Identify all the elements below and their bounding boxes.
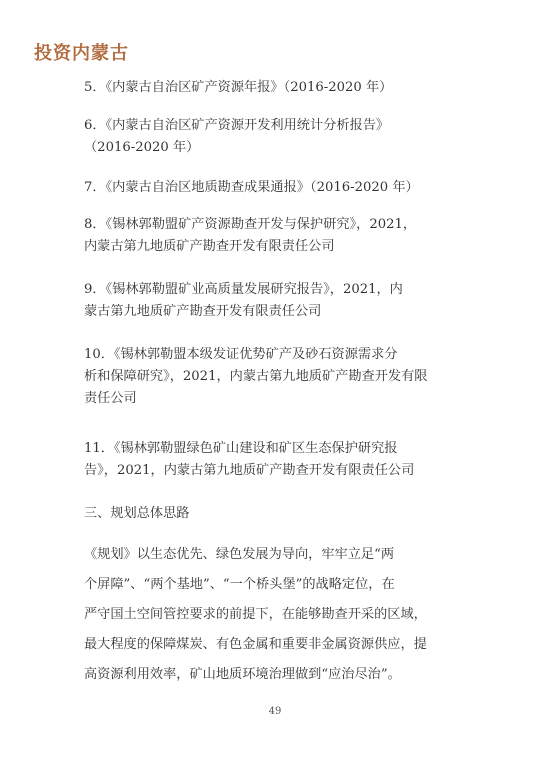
text-line: 内蒙古第九地质矿产勘查开发有限责任公司 [84, 239, 335, 254]
text-line: 8．《锡林郭勒盟矿产资源勘查开发与保护研究》，2021， [84, 217, 417, 232]
text-line: 严守国土空间管控要求的前提下，在能够勘查开采的区域， [84, 607, 427, 622]
text-line: （2016-2020 年） [84, 140, 200, 155]
text-line: 责任公司 [84, 391, 137, 406]
text-line: 10．《锡林郭勒盟本级发证优势矿产及砂石资源需求分 [84, 347, 398, 362]
text-line: 蒙古第九地质矿产勘查开发有限责任公司 [84, 304, 322, 319]
reference-item-5 [84, 77, 469, 99]
text-line: 三、规划总体思路 [84, 506, 190, 521]
text-line: 个屏障”、“两个基地”、“一个桥头堡”的战略定位，在 [84, 577, 395, 592]
reference-item-10 [84, 344, 469, 410]
reference-item-6 [84, 115, 469, 159]
text-line: 最大程度的保障煤炭、有色金属和重要非金属资源供应，提 [84, 637, 427, 652]
body-paragraph [84, 540, 469, 690]
reference-item-8 [84, 214, 469, 258]
text-line: 11．《锡林郭勒盟绿色矿山建设和矿区生态保护研究报 [84, 441, 398, 456]
page-number: 49 [268, 706, 282, 717]
text-line: 6．《内蒙古自治区矿产资源开发利用统计分析报告》 [84, 118, 390, 133]
reference-item-11 [84, 438, 469, 482]
reference-item-7 [84, 177, 469, 199]
page-header-title: 投资内蒙古 [34, 43, 129, 64]
text-line: 告》，2021，内蒙古第九地质矿产勘查开发有限责任公司 [84, 463, 415, 478]
text-line: 高资源利用效率，矿山地质环境治理做到“应治尽治”。 [84, 667, 401, 682]
text-line: 7．《内蒙古自治区地质勘查成果通报》（2016-2020 年） [84, 180, 419, 195]
reference-item-9 [84, 279, 469, 323]
text-line: 9．《锡林郭勒盟矿业高质量发展研究报告》，2021，内 [84, 282, 403, 297]
text-line: 《规划》以生态优先、绿色发展为导向，牢牢立足“两 [84, 547, 395, 562]
section-heading [84, 503, 469, 525]
text-line: 5．《内蒙古自治区矿产资源年报》（2016-2020 年） [84, 80, 393, 95]
text-line: 析和保障研究》，2021，内蒙古第九地质矿产勘查开发有限 [84, 369, 428, 384]
